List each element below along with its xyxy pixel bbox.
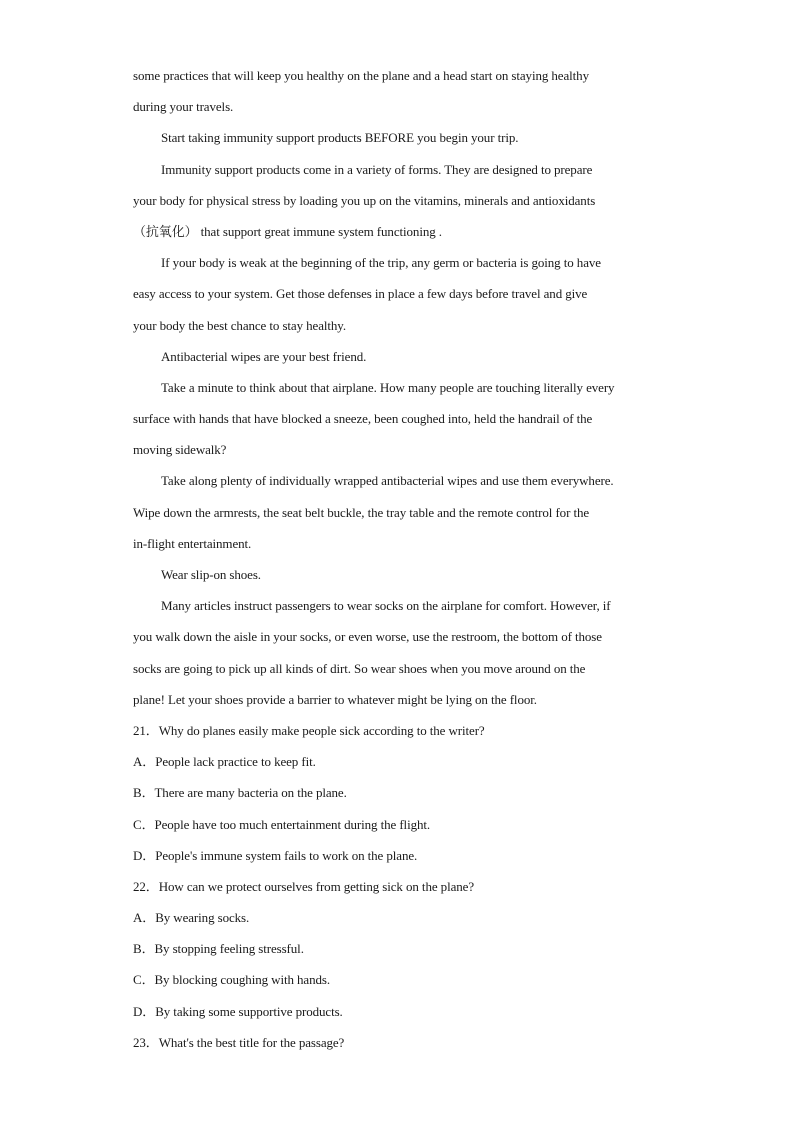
option-21-b: B．There are many bacteria on the plane.	[133, 785, 347, 801]
text-line: during your travels.	[133, 99, 234, 115]
text-line: socks are going to pick up all kinds of dirt. So wear shoes when you move around on the	[133, 660, 586, 676]
option-22-b: B．By stopping feeling stressful.	[133, 941, 304, 957]
section-heading: Antibacterial wipes are your best friend.	[161, 348, 367, 364]
text-line: If your body is weak at the beginning of the trip, any germ or bacteria is going to have	[161, 255, 601, 271]
text-line: moving sidewalk?	[133, 442, 227, 458]
option-22-a: A．By wearing socks.	[133, 910, 250, 926]
option-21-d: D．People's immune system fails to work on the plane.	[133, 847, 418, 863]
question-23: 23．What's the best title for the passage?	[133, 1034, 345, 1050]
text-line: Immunity support products come in a variety of forms. They are designed to prepare	[161, 161, 593, 177]
section-heading: Start taking immunity support products BEFORE you begin your trip.	[161, 130, 519, 146]
text-line: plane! Let your shoes provide a barrier to whatever might be lying on the floor.	[133, 691, 537, 707]
text-line: your body for physical stress by loading you up on the vitamins, minerals and antioxidants	[133, 192, 596, 208]
option-21-a: A．People lack practice to keep fit.	[133, 754, 316, 770]
text-line: easy access to your system. Get those defenses in place a few days before travel and give	[133, 286, 588, 302]
text-line: your body the best chance to stay healthy.	[133, 317, 347, 333]
text-line: Take along plenty of individually wrapped antibacterial wipes and use them everywhere.	[161, 473, 614, 489]
question-22: 22．How can we protect ourselves from getting sick on the plane?	[133, 878, 474, 894]
section-heading: Wear slip-on shoes.	[161, 567, 261, 582]
question-21: 21．Why do planes easily make people sick according to the writer?	[133, 722, 485, 738]
text-line: in-flight entertainment.	[133, 535, 252, 551]
text-line: some practices that will keep you healthy on the plane and a head start on staying healthy	[133, 68, 589, 83]
text-line: （抗氧化） that support great immune system functioning .	[133, 223, 442, 239]
text-line: Wipe down the armrests, the seat belt buckle, the tray table and the remote control for the	[133, 504, 590, 520]
text-line: Many articles instruct passengers to wear socks on the airplane for comfort. However, if	[161, 598, 611, 614]
option-22-d: D．By taking some supportive products.	[133, 1003, 343, 1019]
document-body	[133, 60, 673, 1058]
text-line: Take a minute to think about that airplane. How many people are touching literally every	[161, 379, 615, 395]
option-22-c: C．By blocking coughing with hands.	[133, 972, 331, 988]
text-line: you walk down the aisle in your socks, or even worse, use the restroom, the bottom of those	[133, 629, 602, 645]
text-line: surface with hands that have blocked a sneeze, been coughed into, held the handrail of the	[133, 411, 593, 427]
option-21-c: C．People have too much entertainment during the flight.	[133, 816, 431, 832]
